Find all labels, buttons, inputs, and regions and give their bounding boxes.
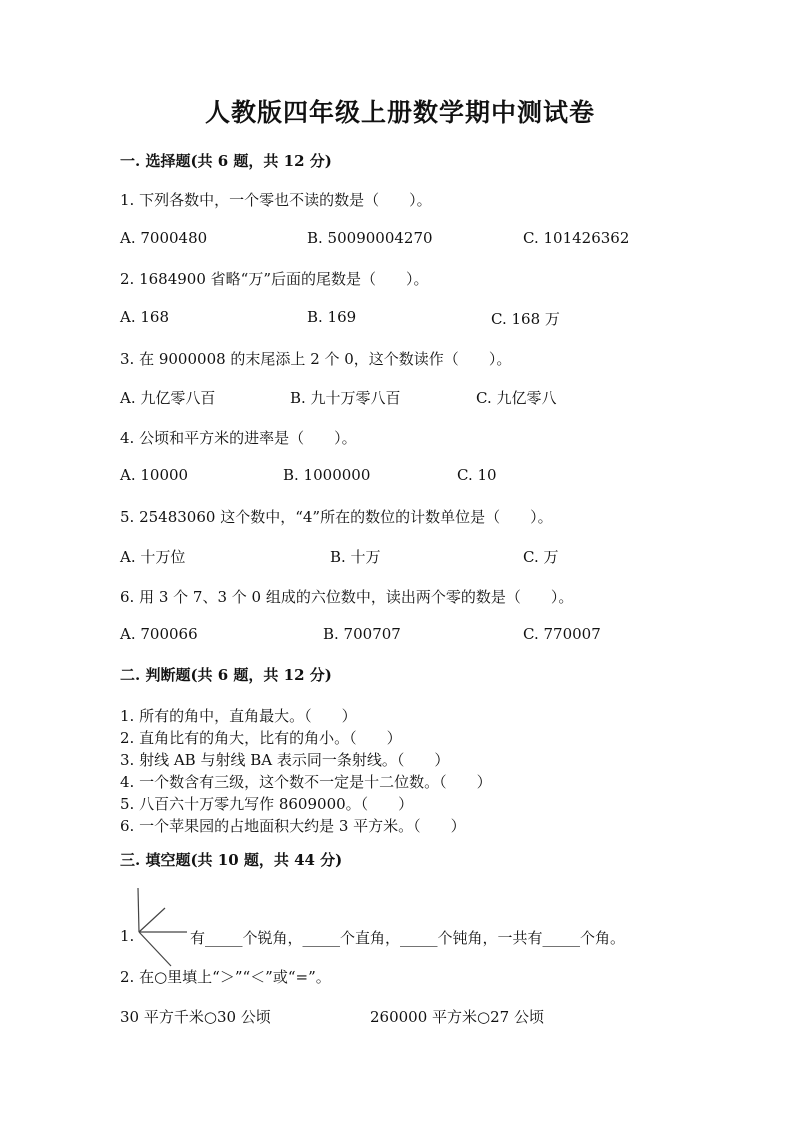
option-c: C. 770007 bbox=[523, 625, 601, 643]
judgement-item: 1. 所有的角中，直角最大。（ ） bbox=[120, 707, 357, 725]
option-b: B. 700707 bbox=[323, 625, 401, 643]
ray-up-right bbox=[139, 908, 165, 932]
question-text: 5. 25483060 这个数中，“4”所在的数位的计数单位是（ ）。 bbox=[120, 508, 553, 526]
option-b: B. 九十万零八百 bbox=[290, 389, 401, 407]
question-text: 4. 公顷和平方米的进率是（ ）。 bbox=[120, 429, 357, 447]
judgement-item: 5. 八百六十万零九写作 8609000。（ ） bbox=[120, 795, 414, 813]
judgement-item: 2. 直角比有的角大，比有的角小。（ ） bbox=[120, 729, 402, 747]
question-text: 3. 在 9000008 的末尾添上 2 个 0，这个数读作（ ）。 bbox=[120, 350, 512, 368]
ray-down-right bbox=[139, 932, 171, 966]
option-a: A. 九亿零八百 bbox=[120, 389, 216, 407]
option-a: A. 700066 bbox=[120, 625, 198, 643]
question-text: 6. 用 3 个 7、3 个 0 组成的六位数中，读出两个零的数是（ ）。 bbox=[120, 588, 574, 606]
option-c: C. 168 万 bbox=[491, 310, 560, 328]
section-heading-multiple-choice: 一. 选择题(共 6 题，共 12 分) bbox=[120, 152, 332, 170]
comparison-item: 30 平方千米○30 公顷 bbox=[120, 1008, 271, 1026]
option-c: C. 九亿零八 bbox=[476, 389, 557, 407]
section-heading-true-false: 二. 判断题(共 6 题，共 12 分) bbox=[120, 666, 332, 684]
ray-up bbox=[138, 888, 139, 932]
page-title: 人教版四年级上册数学期中测试卷 bbox=[204, 98, 595, 127]
fill-in-question-1-text: 有_____个锐角，_____个直角，_____个钝角，一共有_____个角。 bbox=[190, 929, 626, 947]
comparison-item: 260000 平方米○27 公顷 bbox=[370, 1008, 544, 1026]
angle-figure bbox=[131, 886, 191, 968]
section-heading-fill-in: 三. 填空题(共 10 题，共 44 分) bbox=[120, 851, 343, 869]
judgement-item: 4. 一个数含有三级，这个数不一定是十二位数。（ ） bbox=[120, 773, 492, 791]
option-a: A. 7000480 bbox=[120, 229, 208, 247]
option-b: B. 1000000 bbox=[283, 466, 371, 484]
question-text: 2. 1684900 省略“万”后面的尾数是（ ）。 bbox=[120, 270, 429, 288]
option-b: B. 十万 bbox=[330, 548, 381, 566]
option-c: C. 101426362 bbox=[523, 229, 630, 247]
option-a: A. 10000 bbox=[120, 466, 189, 484]
fill-in-question-2-text: 2. 在○里填上“＞”“＜”或“=”。 bbox=[120, 968, 331, 986]
judgement-item: 3. 射线 AB 与射线 BA 表示同一条射线。（ ） bbox=[120, 751, 450, 769]
judgement-item: 6. 一个苹果园的占地面积大约是 3 平方米。（ ） bbox=[120, 817, 466, 835]
question-text: 1. 下列各数中，一个零也不读的数是（ ）。 bbox=[120, 191, 432, 209]
option-c: C. 10 bbox=[457, 466, 497, 484]
option-b: B. 50090004270 bbox=[307, 229, 433, 247]
fill-in-question-1-number: 1. bbox=[120, 927, 135, 945]
option-a: A. 168 bbox=[120, 308, 169, 326]
option-b: B. 169 bbox=[307, 308, 357, 326]
option-a: A. 十万位 bbox=[120, 548, 186, 566]
option-c: C. 万 bbox=[523, 548, 559, 566]
